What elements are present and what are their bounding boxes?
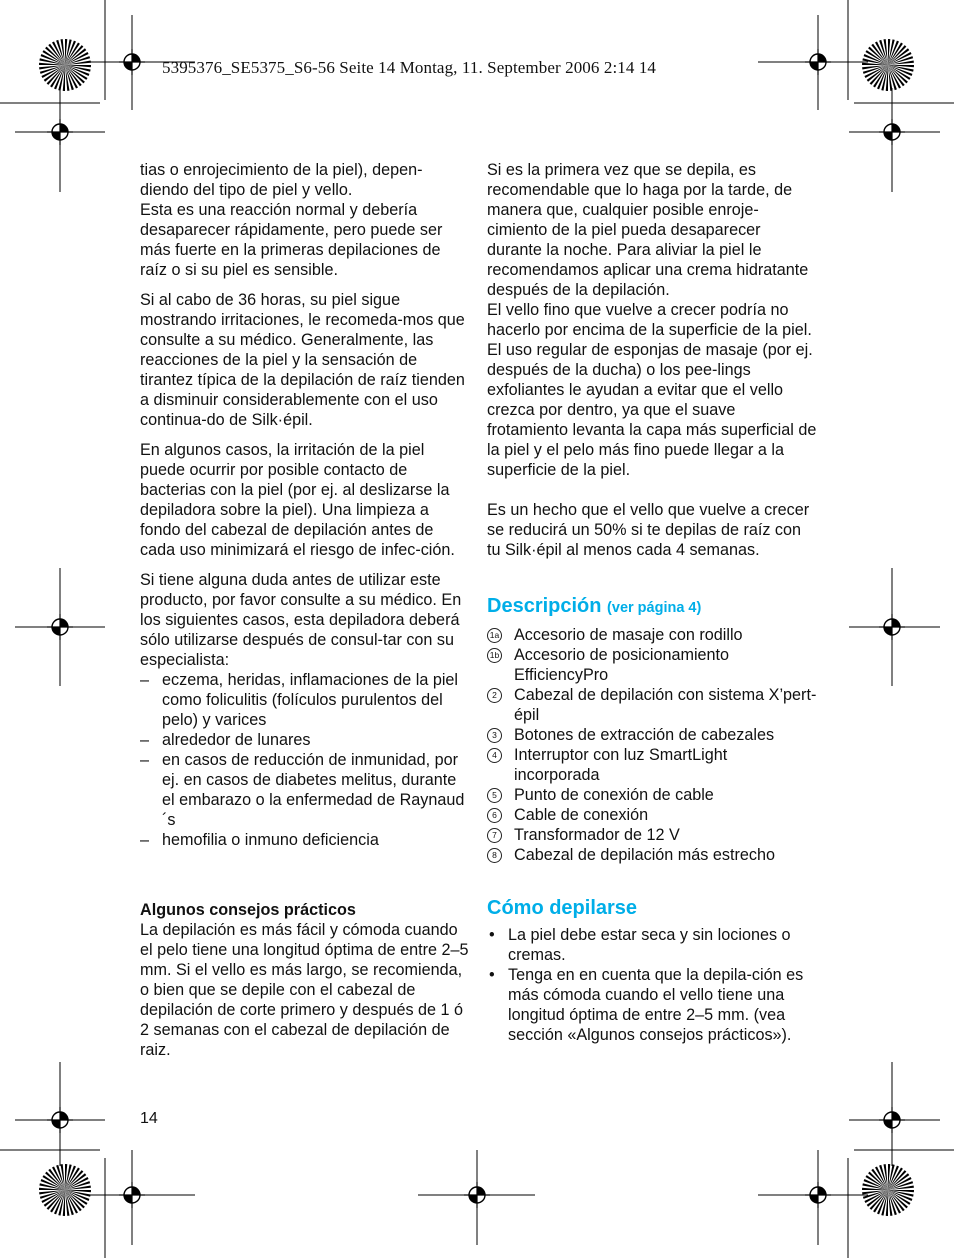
list-item xyxy=(487,785,817,805)
part-number-badge: 3 xyxy=(487,728,502,743)
description-title: Descripción xyxy=(487,595,602,617)
part-label: Cabezal de depilación con sistema X’pert-épil xyxy=(514,686,817,724)
part-number-badge: 2 xyxy=(487,688,502,703)
list-item xyxy=(487,745,817,785)
list-item: – eczema, heridas, inflamaciones de la piel como foliculitis (folículos purulentos del pelo) y varices xyxy=(140,670,470,730)
part-number-badge: 7 xyxy=(487,828,502,843)
list-item: • La piel debe estar seca y sin lociones o cremas. xyxy=(487,925,817,965)
part-label: Accesorio de posicionamiento EfficiencyPro xyxy=(514,646,730,684)
howto-heading: Cómo depilarse xyxy=(487,897,638,919)
left-column xyxy=(140,160,470,1060)
part-label: Punto de conexión de cable xyxy=(514,786,714,804)
paragraph-2: Esta es una reacción normal y debería desaparecer rápidamente, pero puede ser más fuerte en la primeras depilaciones de raíz o si su piel es sensible. xyxy=(140,201,443,279)
right-column xyxy=(487,160,817,1045)
starburst-mark xyxy=(862,39,914,91)
starburst-mark xyxy=(39,1164,91,1216)
part-number-badge: 8 xyxy=(487,848,502,863)
list-item xyxy=(487,645,817,685)
paragraph-4: En algunos casos, la irritación de la piel puede ocurrir por posible contacto de bacterias con la piel (por ej. al deslizarse la depiladora sobre la piel). Una limpieza a fondo del cabezal de depilación antes de cada uso minimizará el riesgo de infec-ción. xyxy=(140,441,455,559)
part-label: Transformador de 12 V xyxy=(514,826,680,844)
part-number-badge: 4 xyxy=(487,748,502,763)
list-item: – alrededor de lunares xyxy=(140,730,470,750)
tips-body: La depilación es más fácil y cómoda cuando el pelo tiene una longitud óptima de entre 2–5 mm. Si el vello es más largo, se recomienda, o bien que se depile con el cabezal de depilación de corte primero y después de 1 ó 2 semanas con el cabezal de depilación de raiz. xyxy=(140,921,469,1059)
list-item xyxy=(487,805,817,825)
description-heading xyxy=(487,593,817,621)
list-item: – hemofilia o inmuno deficiencia xyxy=(140,830,470,850)
list-item xyxy=(487,625,817,645)
list-item xyxy=(487,685,817,725)
starburst-mark xyxy=(39,39,91,91)
part-label: Cabezal de depilación más estrecho xyxy=(514,846,775,864)
part-number-badge: 1b xyxy=(487,648,502,663)
list-item: • Tenga en en cuenta que la depila-ción es más cómoda cuando el vello tiene una longitud óptima de entre 2–5 mm. (vea sección «Algunos consejos prácticos»). xyxy=(487,965,817,1045)
page-number: 14 xyxy=(140,1110,158,1127)
list-item xyxy=(487,825,817,845)
list-item xyxy=(487,845,817,865)
paragraph-1-line-1: tias o enrojecimiento de la piel), depen- xyxy=(140,161,423,179)
starburst-mark xyxy=(862,1164,914,1216)
paragraph-regrowth: Es un hecho que el vello que vuelve a crecer se reducirá un 50% si te depilas de raíz con tu Silk·épil al menos cada 4 semanas. xyxy=(487,501,810,559)
part-label: Interruptor con luz SmartLight incorporada xyxy=(514,746,728,784)
print-slug: 5395376_SE5375_S6-56 Seite 14 Montag, 11. September 2006 2:14 14 xyxy=(162,58,657,77)
paragraph-ingrown-hair: El vello fino que vuelve a crecer podría no hacerlo por encima de la superficie de la piel. El uso regular de esponjas de masaje (por ej. después de la ducha) o los pee-lings exfoliantes le ayudan a evitar que el vello crezca por dentro, ya que el suave frotamiento levanta la capa más superficial de la piel y el pelo más fino puede llegar a la superficie de la piel. xyxy=(487,301,817,479)
paragraph-first-time: Si es la primera vez que se depila, es recomendable que lo haga por la tarde, de manera que, cualquier posible enroje-cimiento de la piel pueda desaparecer durante la noche. Para aliviar la piel le recomendamos aplicar una crema hidratante después de la depilación. xyxy=(487,161,809,299)
list-item: – en casos de reducción de inmunidad, por ej. en casos de diabetes melitus, durante el embarazo o la enfermedad de Raynaud´s xyxy=(140,750,470,830)
parts-list xyxy=(487,625,817,865)
part-number-badge: 5 xyxy=(487,788,502,803)
conditions-list xyxy=(140,670,470,850)
tips-title: Algunos consejos prácticos xyxy=(140,901,356,919)
part-label: Cable de conexión xyxy=(514,806,649,824)
list-item xyxy=(487,725,817,745)
part-label: Botones de extracción de cabezales xyxy=(514,726,775,744)
part-number-badge: 1a xyxy=(487,628,502,643)
description-page-ref: (ver página 4) xyxy=(607,600,702,616)
paragraph-3: Si al cabo de 36 horas, su piel sigue mostrando irritaciones, le recomeda-mos que consulte a su médico. Generalmente, las reacciones de la piel y la sensación de tirantez típica de la depilación de raíz tienden a disminuir considerablemente con el uso continua-do de Silk·épil. xyxy=(140,291,465,429)
paragraph-5: Si tiene alguna duda antes de utilizar este producto, por favor consulte a su médico. En los siguientes casos, esta depiladora deberá sólo utilizarse después de consul-tar con su especialista: xyxy=(140,571,462,669)
part-label: Accesorio de masaje con rodillo xyxy=(514,626,743,644)
howto-list xyxy=(487,925,817,1045)
paragraph-1-line-2: diendo del tipo de piel y vello. xyxy=(140,181,353,199)
part-number-badge: 6 xyxy=(487,808,502,823)
